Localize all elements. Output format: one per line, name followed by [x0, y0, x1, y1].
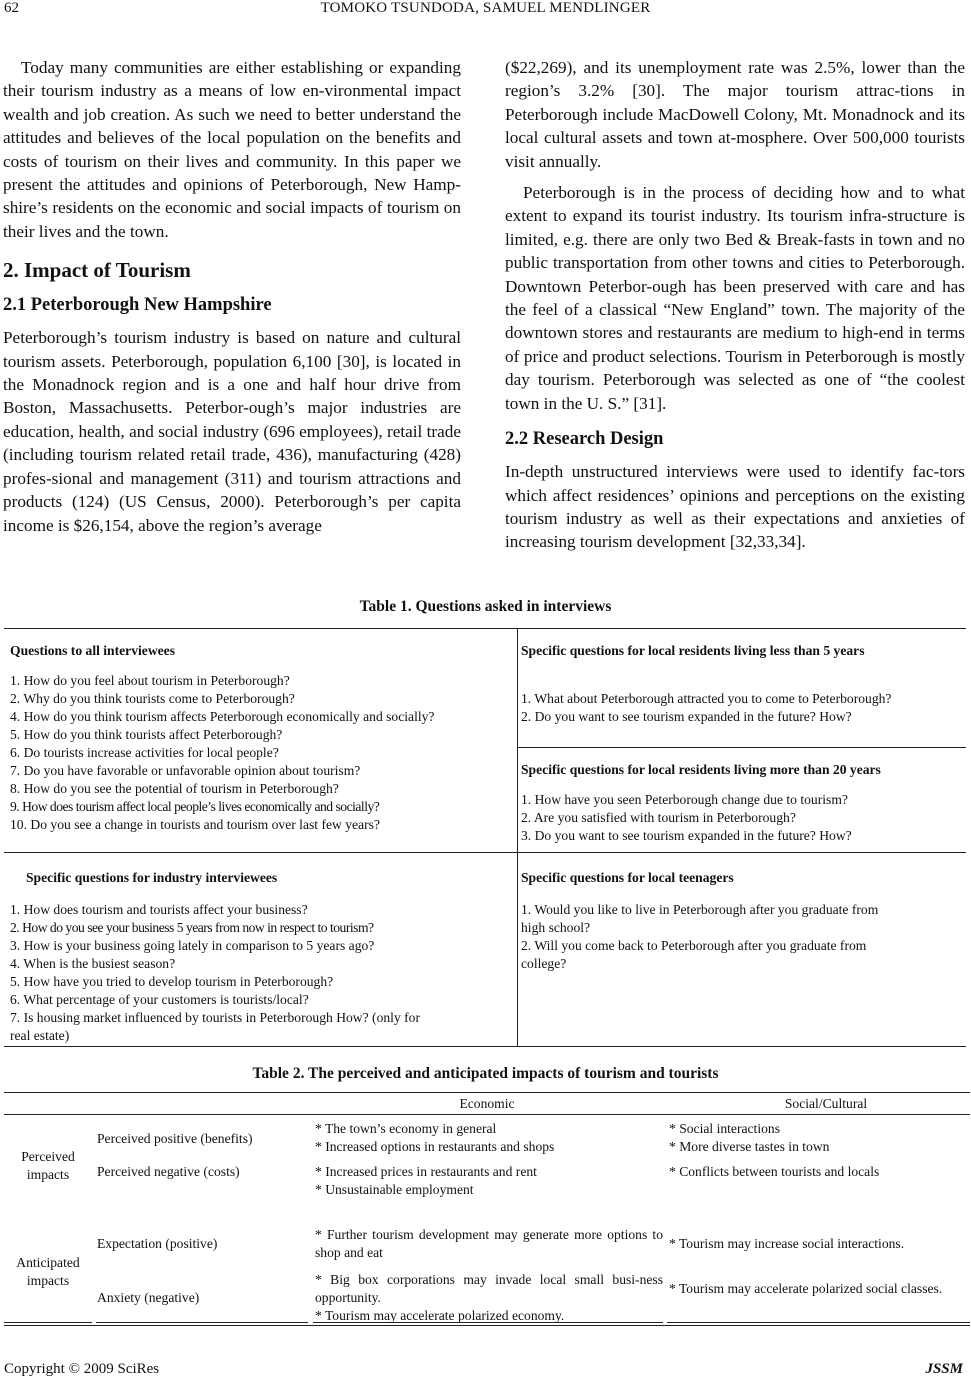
table1-industry-cell [10, 869, 515, 1045]
table1-caption: Table 1. Questions asked in interviews [359, 598, 612, 615]
table2-header-rule [4, 1114, 970, 1115]
footer-journal: JSSM [925, 1361, 963, 1377]
table1-more20-list [521, 791, 966, 845]
table2-economic-cell: * Increased prices in restaurants and rent * Unsustainable employment [315, 1164, 537, 1197]
table1-question: 1. Would you like to live in Peterborough after you graduate from [521, 902, 879, 917]
table1-question: 4. How do you think tourism affects Peterborough economically and socially? [10, 709, 435, 724]
table1-less5-list [521, 690, 966, 726]
table1-question: 1. How does tourism and tourists affect your business? [10, 902, 308, 917]
table1-question: 7. Is housing market influenced by tourists in Peterborough How? (only for [10, 1010, 421, 1025]
table2-row-label: Perceived negative (costs) [97, 1164, 240, 1179]
left-column [3, 56, 461, 537]
body-paragraph: ($22,269), and its unemployment rate was 2.5%, lower than the region’s 3.2% [30]. The major tourism attrac-tions in Peterborough include MacDowell Colony, Mt. Monadnock and its local cultural assets and town at-mosphere. Over 500,000 tourists visit annually. [505, 58, 965, 171]
section-heading: 2. Impact of Tourism [3, 258, 191, 283]
body-paragraph: In-depth unstructured interviews were used to identify fac-tors which affect residences’ opinions and perceptions on the existing tourism industry as well as their expectations and anxieties of increasing tourism development [32,33,34]. [505, 462, 965, 552]
table2-economic-cell: * The town’s economy in general * Increased options in restaurants and shops [315, 1121, 555, 1154]
table1-question: 6. Do tourists increase activities for local people? [10, 745, 279, 760]
table2-social-cell: * Tourism may increase social interactions. [669, 1236, 905, 1251]
table2-row-label: Anxiety (negative) [97, 1290, 200, 1305]
footer-copyright: Copyright © 2009 SciRes [4, 1361, 160, 1377]
table1-top-rule [4, 628, 966, 629]
table1-question: 2. How do you see your business 5 years from now in respect to tourism? [10, 920, 374, 935]
table1-more-20-years-cell [521, 761, 966, 845]
table1-question: real estate) [10, 1028, 70, 1043]
table1-question: 1. What about Peterborough attracted you to come to Peterborough? [521, 691, 892, 706]
table1-question: 10. Do you see a change in tourists and tourism over last few years? [10, 817, 380, 832]
table2-bottom-rule [4, 1325, 970, 1326]
table1-industry-heading: Specific questions for industry interviewees [26, 870, 278, 885]
table1-less5-heading: Specific questions for local residents living less than 5 years [521, 643, 865, 658]
table2-economic-cell: * Further tourism development may generate more options to shop and eat [315, 1227, 663, 1260]
table1-all-list [10, 672, 515, 834]
table1-question: high school? [521, 920, 591, 935]
table2-cell-rule [96, 1322, 308, 1323]
table1-industry-list [10, 901, 515, 1045]
table1-column-divider [517, 628, 518, 1046]
intro-paragraph: Today many communities are either establishing or expanding their tourism industry as a means of low en-vironmental impact wealth and job creation. As such we need to better understand the attitudes and believes of the local population on the benefits and costs of tourism on their lives and community. In this paper we present the attitudes and opinions of Peterborough, New Hamp-shire’s residents on the economic and social impacts of tourism on their lives and the town. [3, 58, 461, 241]
table2-cell-rule [667, 1322, 970, 1323]
table1-question: 9. How does tourism affect local people’s lives economically and socially? [10, 799, 380, 814]
table1-question: 2. Are you satisfied with tourism in Peterborough? [521, 810, 796, 825]
table2-social-cell: * Social interactions * More diverse tastes in town [669, 1121, 830, 1154]
table2-social-header: Social/Cultural [784, 1096, 868, 1111]
table2-perceived-group: Perceived impacts [21, 1149, 75, 1182]
table1-question: college? [521, 956, 567, 971]
table2-top-rule [4, 1092, 970, 1093]
table2-economic-header: Economic [459, 1096, 515, 1111]
table1-question: 2. Why do you think tourists come to Peterborough? [10, 691, 295, 706]
table1-question: 4. When is the busiest season? [10, 956, 176, 971]
table1-inner-rule [518, 747, 966, 748]
table1-more20-heading: Specific questions for local residents living more than 20 years [521, 762, 881, 777]
table2-cell-rule [313, 1322, 663, 1323]
table1-less-5-years-cell [521, 642, 966, 726]
table1-question: 3. How is your business going lately in comparison to 5 years ago? [10, 938, 375, 953]
table1-all-heading: Questions to all interviewees [10, 643, 175, 658]
subsection-heading: 2.2 Research Design [505, 429, 664, 450]
table2-caption: Table 2. The perceived and anticipated impacts of tourism and tourists [252, 1065, 719, 1082]
running-header-authors: TOMOKO TSUNDODA, SAMUEL MENDLINGER [320, 0, 651, 16]
table2-social-cell: * Conflicts between tourists and locals [669, 1164, 880, 1179]
table1-question: 2. Do you want to see tourism expanded in the future? How? [521, 709, 852, 724]
table1-question: 6. What percentage of your customers is tourists/local? [10, 992, 309, 1007]
table1-question: 1. How do you feel about tourism in Peterborough? [10, 673, 290, 688]
running-header [0, 0, 971, 22]
table1-question: 2. Will you come back to Peterborough after you graduate from [521, 938, 867, 953]
table1-bottom-rule [4, 1046, 966, 1047]
page-number: 62 [4, 0, 19, 16]
table2-social-cell: * Tourism may accelerate polarized social classes. [669, 1281, 943, 1296]
subsection-heading: 2.1 Peterborough New Hampshire [3, 295, 272, 316]
table1-question: 5. How have you tried to develop tourism in Peterborough? [10, 974, 334, 989]
table2-row-label: Perceived positive (benefits) [97, 1131, 253, 1146]
table2-row-label: Expectation (positive) [97, 1236, 218, 1251]
right-column [505, 56, 965, 554]
table1-question: 7. Do you have favorable or unfavorable opinion about tourism? [10, 763, 361, 778]
table2-cell-rule [4, 1322, 92, 1323]
table1-question: 5. How do you think tourists affect Peterborough? [10, 727, 283, 742]
table1-question: 8. How do you see the potential of tourism in Peterborough? [10, 781, 339, 796]
body-paragraph: Peterborough’s tourism industry is based on nature and cultural tourism assets. Peterborough, population 6,100 [30], is located in the Monadnock region and is a one and half hour drive from Boston, Massachusetts. Peterbor-ough’s major industries are education, health, and social industry (696 employees), retail trade (including tourism related retail trade, 436), manufacturing (428) profes-sional and management (311) and tourism attractions and products (124) (US Census, 2000). Peterborough’s per capita income is $26,154, above the region’s average [3, 328, 461, 535]
table1-question: 3. Do you want to see tourism expanded in the future? How? [521, 828, 852, 843]
body-paragraph: Peterborough is in the process of deciding how and to what extent to expand its tourist industry. Its tourism infra-structure is limited, e.g. there are only two Bed & Break-fasts in town and no public transportation from other towns and cities to Peterborough. Downtown Peterbor-ough has been preserved with care and has the feel of a classical “New England” town. The majority of the downtown stores and restaurants are medium to high-end in terms of price and product selections. Tourism in Peterborough is mostly day tourism. Peterborough was selected as one of “the coolest town in the U. S.” [31]. [505, 183, 965, 413]
table1-teenagers-cell [521, 869, 966, 973]
table1-middle-rule [4, 852, 966, 853]
table1-question: 1. How have you seen Peterborough change due to tourism? [521, 792, 848, 807]
table1-teen-list [521, 901, 966, 973]
table2-economic-cell: * Big box corporations may invade local small busi-ness opportunity. * Tourism may accelerate polarized economy. [315, 1272, 663, 1323]
table2-anticipated-group: Anticipated impacts [16, 1255, 80, 1288]
table1-teen-heading: Specific questions for local teenagers [521, 870, 734, 885]
table1-all-interviewees-cell [10, 642, 515, 834]
